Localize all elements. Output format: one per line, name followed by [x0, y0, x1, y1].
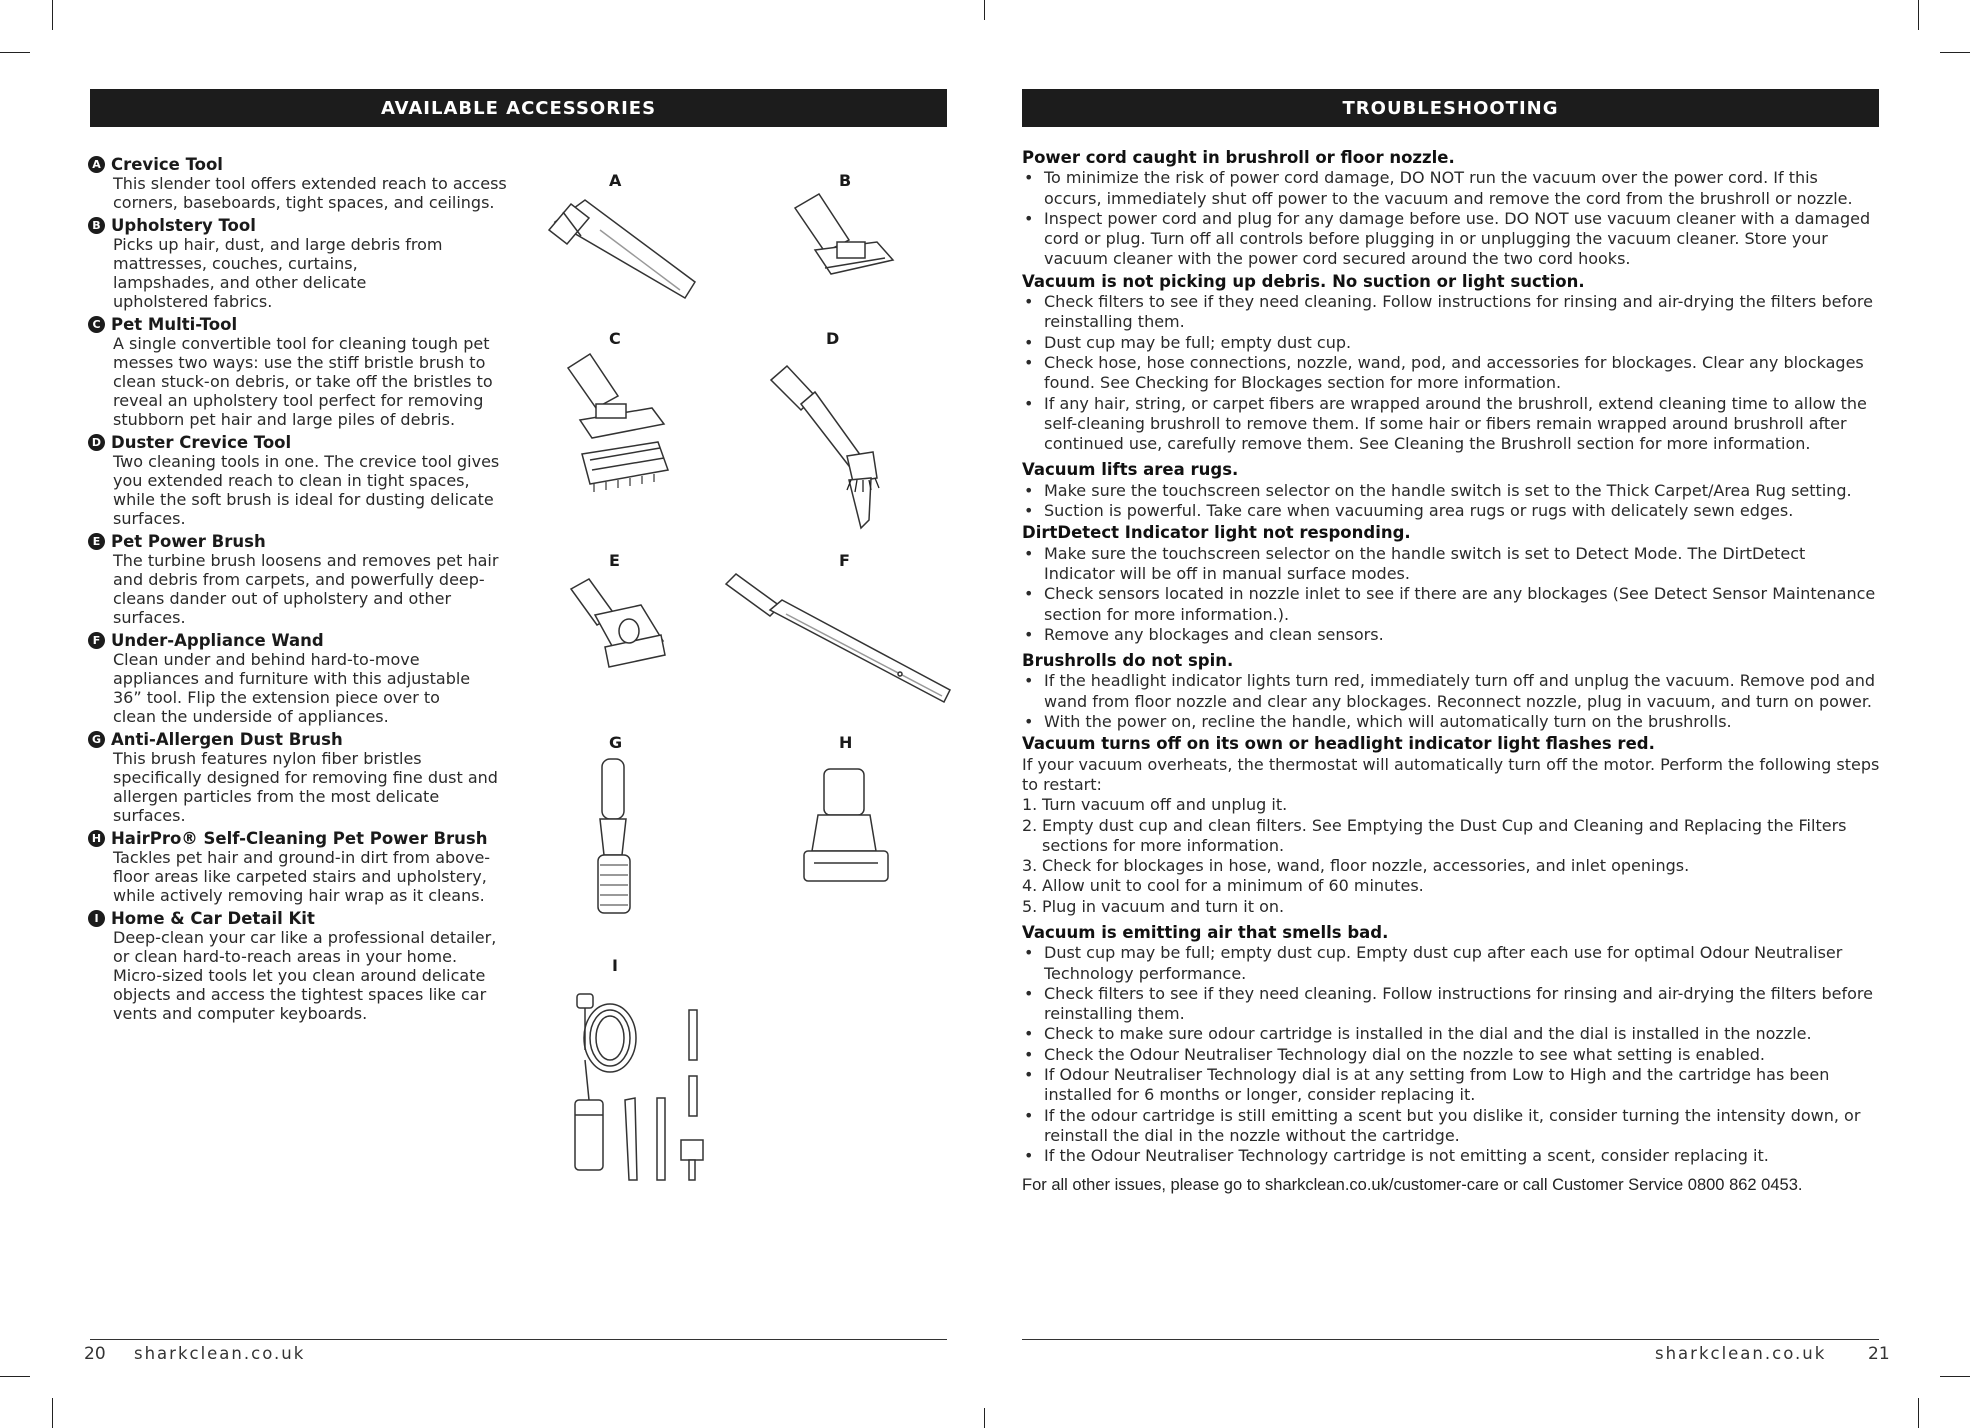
bullet-item: • Check hose, hose connections, nozzle, wand, pod, and accessories for blockages. Clear any blockages found. See Checking for Blockages section for more information.	[1022, 353, 1880, 394]
accessory-item	[88, 433, 508, 528]
accessory-title: HairPro® Self-Cleaning Pet Power Brush	[111, 829, 488, 848]
bullet-list	[1022, 671, 1880, 732]
accessory-item	[88, 730, 508, 825]
troubleshooting-header-title: TROUBLESHOOTING	[1342, 97, 1559, 119]
accessory-title: Pet Power Brush	[111, 532, 266, 551]
pet-power-brush-illustration	[565, 575, 675, 675]
pet-multi-tool-illustration	[560, 350, 690, 500]
figure-label-h: H	[839, 733, 853, 752]
step-text: Allow unit to cool for a minimum of 60 minutes.	[1042, 876, 1424, 896]
figure-label-f: F	[839, 551, 850, 570]
step-item	[1022, 795, 1880, 815]
section-heading: Vacuum is emitting air that smells bad.	[1022, 922, 1389, 942]
bullet-item: • Dust cup may be full; empty dust cup.	[1022, 333, 1880, 353]
figure-label-e: E	[609, 551, 620, 570]
accessories-header	[90, 89, 947, 127]
accessory-description: Clean under and behind hard-to-move appliances and furniture with this adjustable 36” tool. Flip the extension piece over to clean the underside of appliances.	[113, 650, 471, 726]
step-item	[1022, 816, 1880, 857]
accessory-title: Crevice Tool	[111, 155, 223, 174]
crop-mark	[1940, 1376, 1970, 1377]
footer-site-right: sharkclean.co.uk	[1655, 1344, 1827, 1363]
bullet-item: • Make sure the touchscreen selector on the handle switch is set to the Thick Carpet/Area Rug setting.	[1022, 481, 1880, 501]
overheat-intro: If your vacuum overheats, the thermostat will automatically turn off the motor. Perform the following steps to restart:	[1022, 754, 1880, 794]
figure-label-d: D	[826, 329, 840, 348]
bullet-item: • With the power on, recline the handle, which will automatically turn on the brushrolls.	[1022, 712, 1880, 732]
accessory-description: Picks up hair, dust, and large debris from mattresses, couches, curtains, lampshades, and other delicate upholstered fabrics.	[113, 235, 443, 311]
bullet-item: • Remove any blockages and clean sensors.	[1022, 625, 1880, 645]
badge-icon: H	[88, 830, 105, 847]
under-appliance-wand-illustration	[720, 570, 960, 710]
badge-icon: A	[88, 156, 105, 173]
badge-icon: B	[88, 217, 105, 234]
bullet-list	[1022, 544, 1880, 645]
bullet-item: • To minimize the risk of power cord damage, DO NOT run the vacuum over the power cord. If this occurs, immediately shut off power to the vacuum and remove the cord from the brushroll or nozzle.	[1022, 168, 1880, 209]
badge-icon: E	[88, 533, 105, 550]
crop-mark	[0, 52, 30, 53]
bullet-list	[1022, 292, 1880, 454]
step-item	[1022, 876, 1880, 896]
bullet-item: • If the odour cartridge is still emitting a scent but you dislike it, consider turning the intensity down, or reinstall the dial in the nozzle without the cartridge.	[1022, 1106, 1880, 1147]
duster-crevice-tool-illustration	[765, 360, 885, 530]
step-number: 4.	[1022, 876, 1038, 896]
step-item	[1022, 897, 1880, 917]
accessory-title: Pet Multi-Tool	[111, 315, 238, 334]
step-number: 3.	[1022, 856, 1038, 876]
crop-mark	[984, 1408, 985, 1428]
crop-mark	[1940, 52, 1970, 53]
bullet-item: • Check sensors located in nozzle inlet to see if there are any blockages (See Detect Sensor Maintenance section for more information.).	[1022, 584, 1880, 625]
accessory-description: This slender tool offers extended reach to access corners, baseboards, tight spaces, and ceilings.	[113, 174, 507, 212]
crop-mark	[52, 0, 53, 30]
footer-rule-left	[90, 1339, 947, 1340]
bullet-item: • If the Odour Neutraliser Technology cartridge is not emitting a scent, consider replacing it.	[1022, 1146, 1880, 1166]
footer-site-left: sharkclean.co.uk	[134, 1344, 306, 1363]
step-text: Turn vacuum off and unplug it.	[1042, 795, 1288, 815]
accessory-item	[88, 315, 508, 429]
accessory-description: The turbine brush loosens and removes pet hair and debris from carpets, and powerfully deep-cleans dander out of upholstery and other surfaces.	[113, 551, 499, 627]
section-heading: Vacuum is not picking up debris. No suction or light suction.	[1022, 271, 1585, 291]
section-heading: Power cord caught in brushroll or floor nozzle.	[1022, 148, 1455, 167]
upholstery-tool-illustration	[785, 190, 905, 290]
bullet-list	[1022, 481, 1880, 522]
footer-rule-right	[1022, 1339, 1879, 1340]
bullet-item: • Dust cup may be full; empty dust cup. Empty dust cup after each use for optimal Odour Neutraliser Technology performance.	[1022, 943, 1880, 984]
figure-label-g: G	[609, 733, 623, 752]
accessory-title: Home & Car Detail Kit	[111, 909, 315, 928]
bullet-item: • If any hair, string, or carpet fibers are wrapped around the brushroll, extend cleaning time to allow the self-cleaning brushroll to remove them. If some hair or fibers remain wrapped around brushroll after continued use, carefully remove them. See Cleaning the Brushroll section for more information.	[1022, 394, 1880, 455]
bullet-list	[1022, 943, 1880, 1166]
troubleshooting-content	[1022, 146, 1880, 1195]
step-number: 1.	[1022, 795, 1038, 815]
crop-mark	[52, 1398, 53, 1428]
step-number: 5.	[1022, 896, 1038, 916]
crop-mark	[1918, 1398, 1919, 1428]
figure-label-b: B	[839, 171, 852, 190]
accessory-item	[88, 909, 508, 1023]
bullet-item: • Check to make sure odour cartridge is installed in the dial and the dial is installed in the nozzle.	[1022, 1024, 1880, 1044]
accessory-title: Anti-Allergen Dust Brush	[111, 730, 343, 749]
figure-label-i: I	[612, 956, 618, 975]
accessory-item	[88, 216, 508, 311]
crop-mark	[984, 0, 985, 20]
bullet-item: • If Odour Neutraliser Technology dial is at any setting from Low to High and the cartridge has been installed for 6 months or longer, consider replacing it.	[1022, 1065, 1880, 1106]
crevice-tool-illustration	[545, 190, 705, 305]
troubleshooting-header	[1022, 89, 1879, 127]
badge-icon: G	[88, 731, 105, 748]
accessory-description: Deep-clean your car like a professional detailer, or clean hard-to-reach areas in your home. Micro-sized tools let you clean around delicate objects and access the tightest spaces like car vents and computer keyboards.	[113, 928, 497, 1023]
badge-icon: C	[88, 316, 105, 333]
accessory-item	[88, 631, 508, 726]
step-number: 2.	[1022, 815, 1038, 835]
bullet-item: • Check the Odour Neutraliser Technology dial on the nozzle to see what setting is enabled.	[1022, 1045, 1880, 1065]
section-heading: Vacuum turns off on its own or headlight indicator light flashes red.	[1022, 734, 1655, 754]
step-text: Plug in vacuum and turn it on.	[1042, 896, 1285, 916]
crop-mark	[1918, 0, 1919, 30]
badge-icon: D	[88, 434, 105, 451]
accessory-item	[88, 532, 508, 627]
accessory-item	[88, 829, 508, 905]
section-heading: Vacuum lifts area rugs.	[1022, 460, 1239, 480]
hairpro-brush-illustration	[800, 765, 892, 890]
bullet-item: • Check filters to see if they need cleaning. Follow instructions for rinsing and air-drying the filters before reinstalling them.	[1022, 292, 1880, 333]
page-number-left: 20	[84, 1344, 106, 1364]
accessory-title: Under-Appliance Wand	[111, 631, 324, 650]
bullet-item: • Suction is powerful. Take care when vacuuming area rugs or rugs with delicately sewn edges.	[1022, 501, 1880, 521]
bullet-item: • Inspect power cord and plug for any damage before use. DO NOT use vacuum cleaner with a damaged cord or plug. Turn off all controls before plugging in or unplugging the vacuum cleaner. Store your vacuum cleaner with the power cord secured around the two cord hooks.	[1022, 209, 1880, 270]
bullet-item: • If the headlight indicator lights turn red, immediately turn off and unplug the vacuum. Remove pod and wand from floor nozzle and clear any blockages. Reconnect nozzle, plug in vacuum, and turn on power.	[1022, 671, 1880, 712]
step-text: Empty dust cup and clean filters. See Emptying the Dust Cup and Cleaning and Replacing the Filters sections for more information.	[1042, 815, 1847, 855]
accessory-item	[88, 155, 508, 212]
anti-allergen-dust-brush-illustration	[590, 755, 640, 920]
accessory-title: Duster Crevice Tool	[111, 433, 292, 452]
bullet-item: • Make sure the touchscreen selector on the handle switch is set to Detect Mode. The DirtDetect Indicator will be off in manual surface modes.	[1022, 544, 1880, 585]
section-heading: DirtDetect Indicator light not responding.	[1022, 523, 1411, 543]
accessory-description: Tackles pet hair and ground-in dirt from above-floor areas like carpeted stairs and upholstery, while actively removing hair wrap as it cleans.	[113, 848, 491, 905]
home-car-detail-kit-illustration	[565, 990, 710, 1190]
section-heading: Brushrolls do not spin.	[1022, 651, 1234, 671]
crop-mark	[0, 1376, 30, 1377]
bullet-item: • Check filters to see if they need cleaning. Follow instructions for rinsing and air-drying the filters before reinstalling them.	[1022, 984, 1880, 1025]
customer-service-note: For all other issues, please go to sharkclean.co.uk/customer-care or call Customer Service 0800 862 0453.	[1022, 1175, 1803, 1194]
accessory-list	[88, 155, 508, 1027]
accessories-header-title: AVAILABLE ACCESSORIES	[380, 97, 657, 119]
step-text: Check for blockages in hose, wand, floor nozzle, accessories, and inlet openings.	[1042, 856, 1690, 876]
badge-icon: F	[88, 632, 105, 649]
bullet-list	[1022, 168, 1880, 269]
figure-label-c: C	[609, 329, 621, 348]
accessory-description: Two cleaning tools in one. The crevice tool gives you extended reach to clean in tight spaces, while the soft brush is ideal for dusting delicate surfaces.	[113, 452, 500, 528]
accessory-title: Upholstery Tool	[111, 216, 256, 235]
badge-icon: I	[88, 910, 105, 927]
page-number-right: 21	[1868, 1344, 1890, 1364]
step-item	[1022, 856, 1880, 876]
accessory-description: This brush features nylon fiber bristles specifically designed for removing fine dust and allergen particles from the most delicate surfaces.	[113, 749, 498, 825]
figure-label-a: A	[609, 171, 622, 190]
accessory-description: A single convertible tool for cleaning tough pet messes two ways: use the stiff bristle brush to clean stuck-on debris, or take off the bristles to reveal an upholstery tool perfect for removing stubborn pet hair and large piles of debris.	[113, 334, 493, 429]
